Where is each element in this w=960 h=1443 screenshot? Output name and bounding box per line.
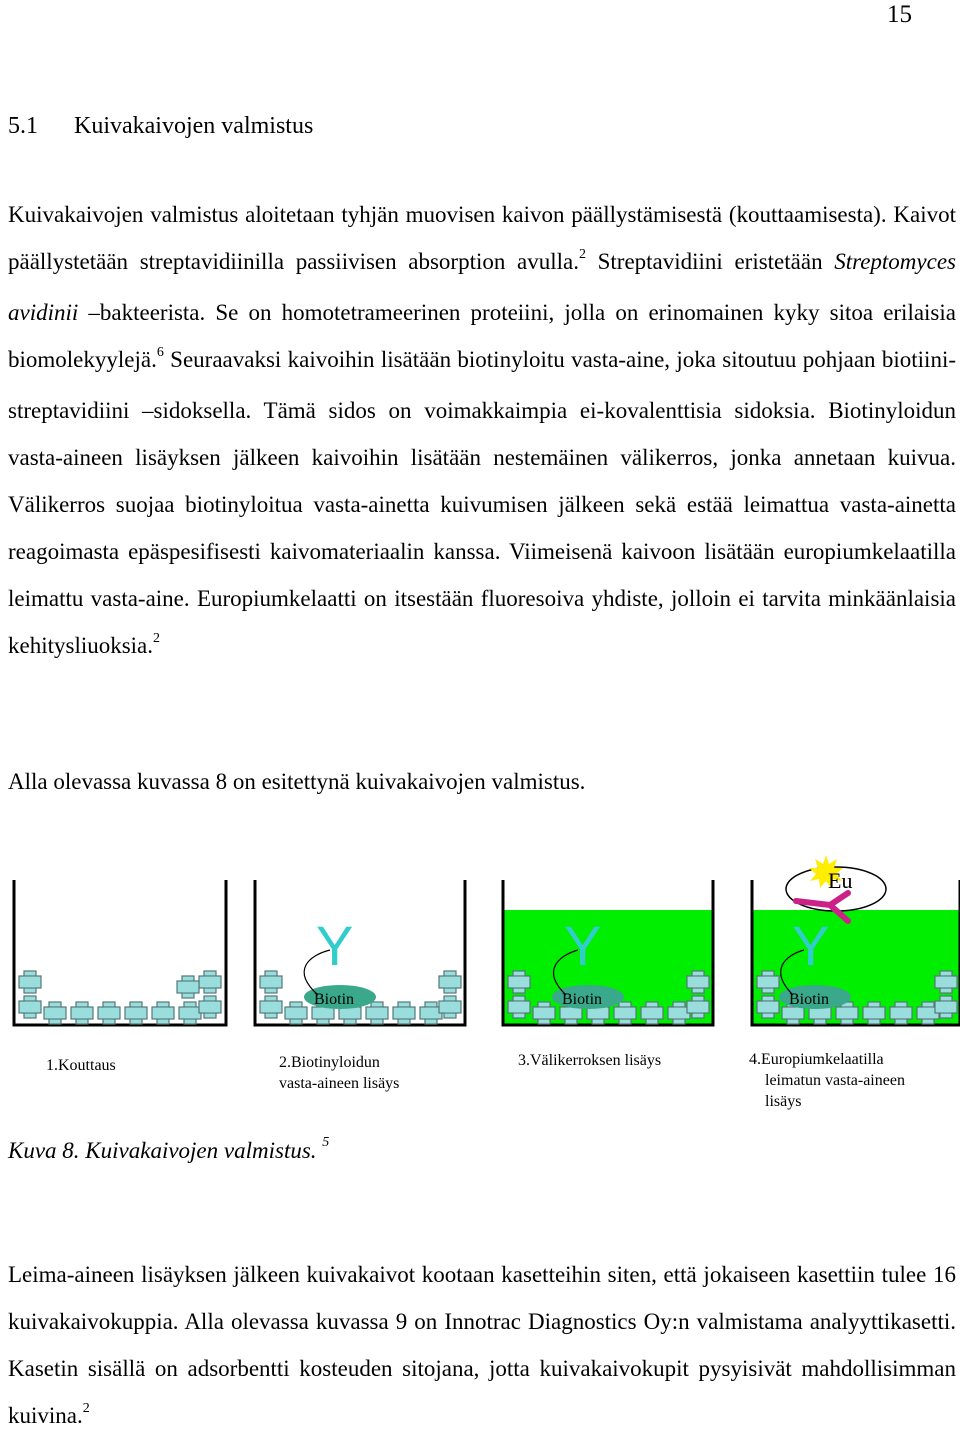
ref-superscript: 6 xyxy=(156,345,164,360)
step-2-label-line-2: vasta-aineen lisäys xyxy=(279,1075,400,1092)
ref-superscript: 2 xyxy=(82,1401,90,1416)
paragraph-2: Alla olevassa kuvassa 8 on esitettynä kuivakaivojen valmistus. xyxy=(8,769,586,794)
p1-sentence-2a: Streptavidiini eristetään xyxy=(585,249,835,274)
ref-superscript: 5 xyxy=(322,1135,330,1150)
page-number: 15 xyxy=(887,1,912,28)
well-3 xyxy=(503,880,713,1025)
step-3-label: 3.Välikerroksen lisäys xyxy=(518,1052,662,1069)
paragraph-3 xyxy=(8,1251,956,1443)
well-preparation-figure xyxy=(0,855,960,1125)
coating-molecules xyxy=(19,971,221,1024)
step-1-label: 1.Kouttaus xyxy=(46,1057,116,1074)
eu-label: Eu xyxy=(828,868,853,893)
step-4-label-line-3: lisäys xyxy=(765,1093,802,1110)
p1-sentence-3: Seuraavaksi kaivoihin lisätään biotinyloitu vasta-aine, joka sitoutuu pohjaan biotiini-streptavidiini –sidoksella. Tämä sidos on voimakkaimpia ei-kovalenttisia sidoksia. Biotinyloidun vasta-aineen lisäyksen jälkeen kaivoihin lisätään nestemäinen välikerros, jonka annetaan kuivua. Välikerros suojaa biotinyloitua vasta-ainetta kuivumisen jälkeen sekä estää leimattua vasta-ainetta reagoimasta epäspesifisesti kaivomateriaalin kanssa. Viimeisenä kaivoon lisätään europiumkelaatilla leimattu vasta-aine. Europiumkelaatti on itsestään fluoresoiva yhdiste, jolloin ei tarvita minkäänlaisia kehitysliuoksia. xyxy=(8,347,956,658)
biotin-label: Biotin xyxy=(314,991,355,1008)
p3-text: Leima-aineen lisäyksen jälkeen kuivakaivot kootaan kasetteihin siten, että jokaiseen kasettiin tulee 16 kuivakaivokuppia. Alla olevassa kuvassa 9 on Innotrac Diagnostics Oy:n valmistama analyyttikasetti. Kasetin sisällä on adsorbentti kosteuden sitojana, jotta kuivakaivokupit pysyisivät mahdollisimman kuivina. xyxy=(8,1262,956,1428)
figure-caption xyxy=(8,1136,329,1170)
antibody-icon: Y xyxy=(564,914,602,977)
biotin-label: Biotin xyxy=(789,991,830,1008)
species-name: Streptomyces avidinii xyxy=(8,249,956,325)
section-number: 5.1 xyxy=(8,113,38,139)
step-4-label-line-1: 4.Europiumkelaatilla xyxy=(749,1051,884,1068)
antibody-icon: Y xyxy=(792,914,830,977)
p1-sentence-2b: –bakteerista. Se on homotetrameerinen proteiini, jolla on erinomainen kyky sitoa erilaisia biomolekyylejä. xyxy=(8,300,956,372)
p1-sentence-1: Kuivakaivojen valmistus aloitetaan tyhjän muovisen kaivon päällystämisestä (kouttaamisesta). Kaivot päällystetään streptavidiinilla passiivisen absorption avulla. xyxy=(8,202,956,274)
section-heading xyxy=(8,111,313,141)
ref-superscript: 2 xyxy=(153,631,161,646)
well-1 xyxy=(14,880,226,1025)
section-title: Kuivakaivojen valmistus xyxy=(74,113,314,139)
biotin-label: Biotin xyxy=(562,991,603,1008)
step-4-label-line-2: leimatun vasta-aineen xyxy=(765,1072,905,1089)
step-2-label-line-1: 2.Biotinyloidun xyxy=(279,1054,380,1071)
antibody-icon: Y xyxy=(316,914,354,977)
well-4 xyxy=(752,855,960,1025)
well-2 xyxy=(255,880,465,1025)
ref-superscript: 2 xyxy=(578,247,586,262)
paragraph-1 xyxy=(8,191,956,673)
caption-text: Kuva 8. Kuivakaivojen valmistus. xyxy=(8,1138,317,1163)
